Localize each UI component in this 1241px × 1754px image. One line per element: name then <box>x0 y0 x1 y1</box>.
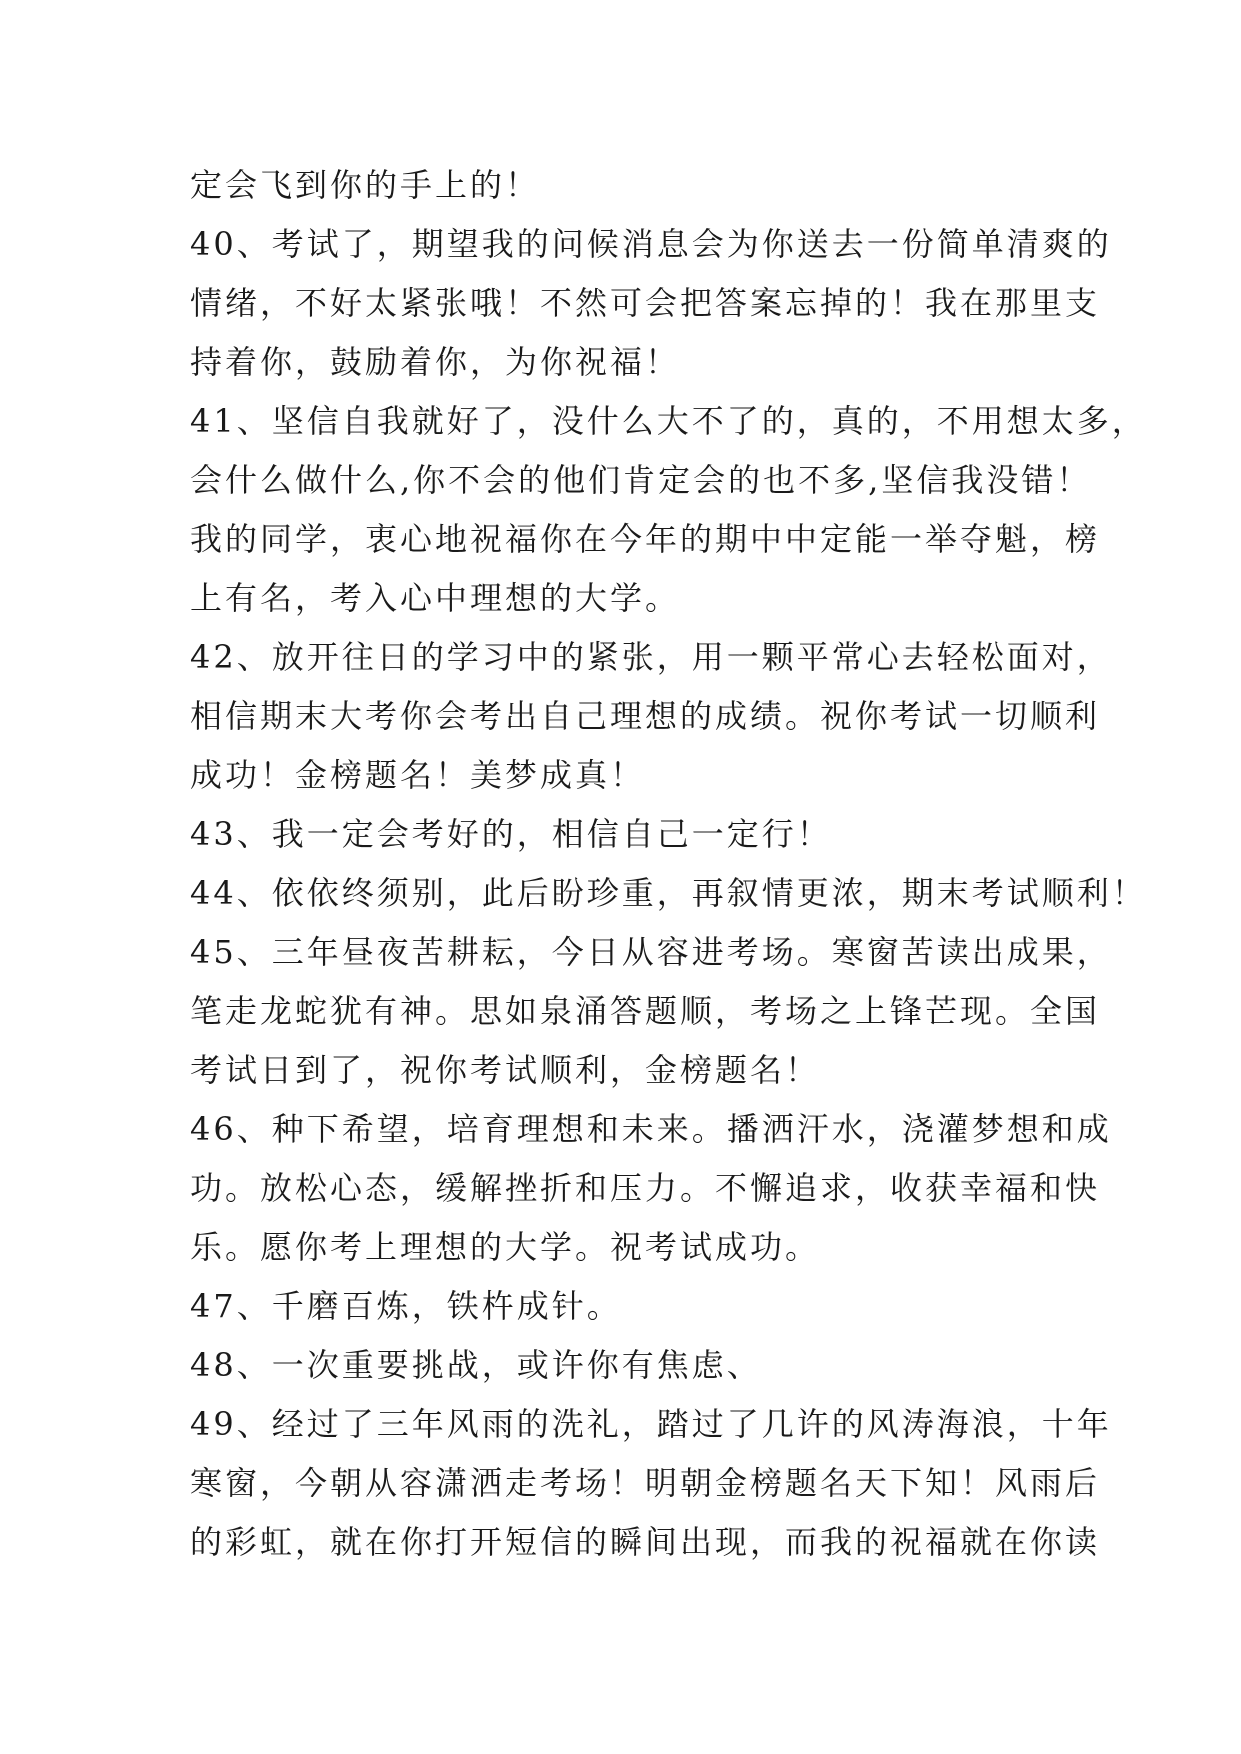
text-line: 寒窗，今朝从容潇洒走考场！明朝金榜题名天下知！风雨后 <box>190 1464 1101 1502</box>
document-body <box>190 156 1147 1572</box>
text-line: 持着你，鼓励着你，为你祝福！ <box>190 343 681 381</box>
text-line: 笔走龙蛇犹有神。思如泉涌答题顺，考场之上锋芒现。全国 <box>190 992 1101 1030</box>
text-line: 情绪，不好太紧张哦！不然可会把答案忘掉的！我在那里支 <box>190 284 1101 322</box>
text-line: 43、我一定会考好的，相信自己一定行！ <box>190 815 832 853</box>
text-line: 考试日到了，祝你考试顺利，金榜题名！ <box>190 1051 821 1089</box>
text-line: 48、一次重要挑战，或许你有焦虑、 <box>190 1346 762 1384</box>
text-line: 乐。愿你考上理想的大学。祝考试成功。 <box>190 1228 821 1266</box>
text-line: 的彩虹，就在你打开短信的瞬间出现，而我的祝福就在你读 <box>190 1523 1101 1561</box>
text-line: 会什么做什么,你不会的他们肯定会的也不多,坚信我没错！ <box>190 461 1092 499</box>
text-line: 45、三年昼夜苦耕耘，今日从容进考场。寒窗苦读出成果， <box>190 933 1112 971</box>
text-line: 成功！金榜题名！美梦成真！ <box>190 756 646 794</box>
text-line: 相信期末大考你会考出自己理想的成绩。祝你考试一切顺利 <box>190 697 1101 735</box>
text-line: 44、依依终须别，此后盼珍重，再叙情更浓，期末考试顺利！ <box>190 874 1147 912</box>
text-line: 功。放松心态，缓解挫折和压力。不懈追求，收获幸福和快 <box>190 1169 1101 1207</box>
text-line: 41、坚信自我就好了，没什么大不了的，真的，不用想太多， <box>190 402 1147 440</box>
text-line: 49、经过了三年风雨的洗礼，踏过了几许的风涛海浪，十年 <box>190 1405 1112 1443</box>
text-line: 42、放开往日的学习中的紧张，用一颗平常心去轻松面对， <box>190 638 1112 676</box>
text-line: 47、千磨百炼，铁杵成针。 <box>190 1287 622 1325</box>
text-line: 上有名，考入心中理想的大学。 <box>190 579 681 617</box>
text-line: 定会飞到你的手上的！ <box>190 166 541 204</box>
text-line: 40、考试了，期望我的问候消息会为你送去一份简单清爽的 <box>190 225 1112 263</box>
text-line: 46、种下希望，培育理想和未来。播洒汗水，浇灌梦想和成 <box>190 1110 1112 1148</box>
text-line: 我的同学，衷心地祝福你在今年的期中中定能一举夺魁，榜 <box>190 520 1101 558</box>
